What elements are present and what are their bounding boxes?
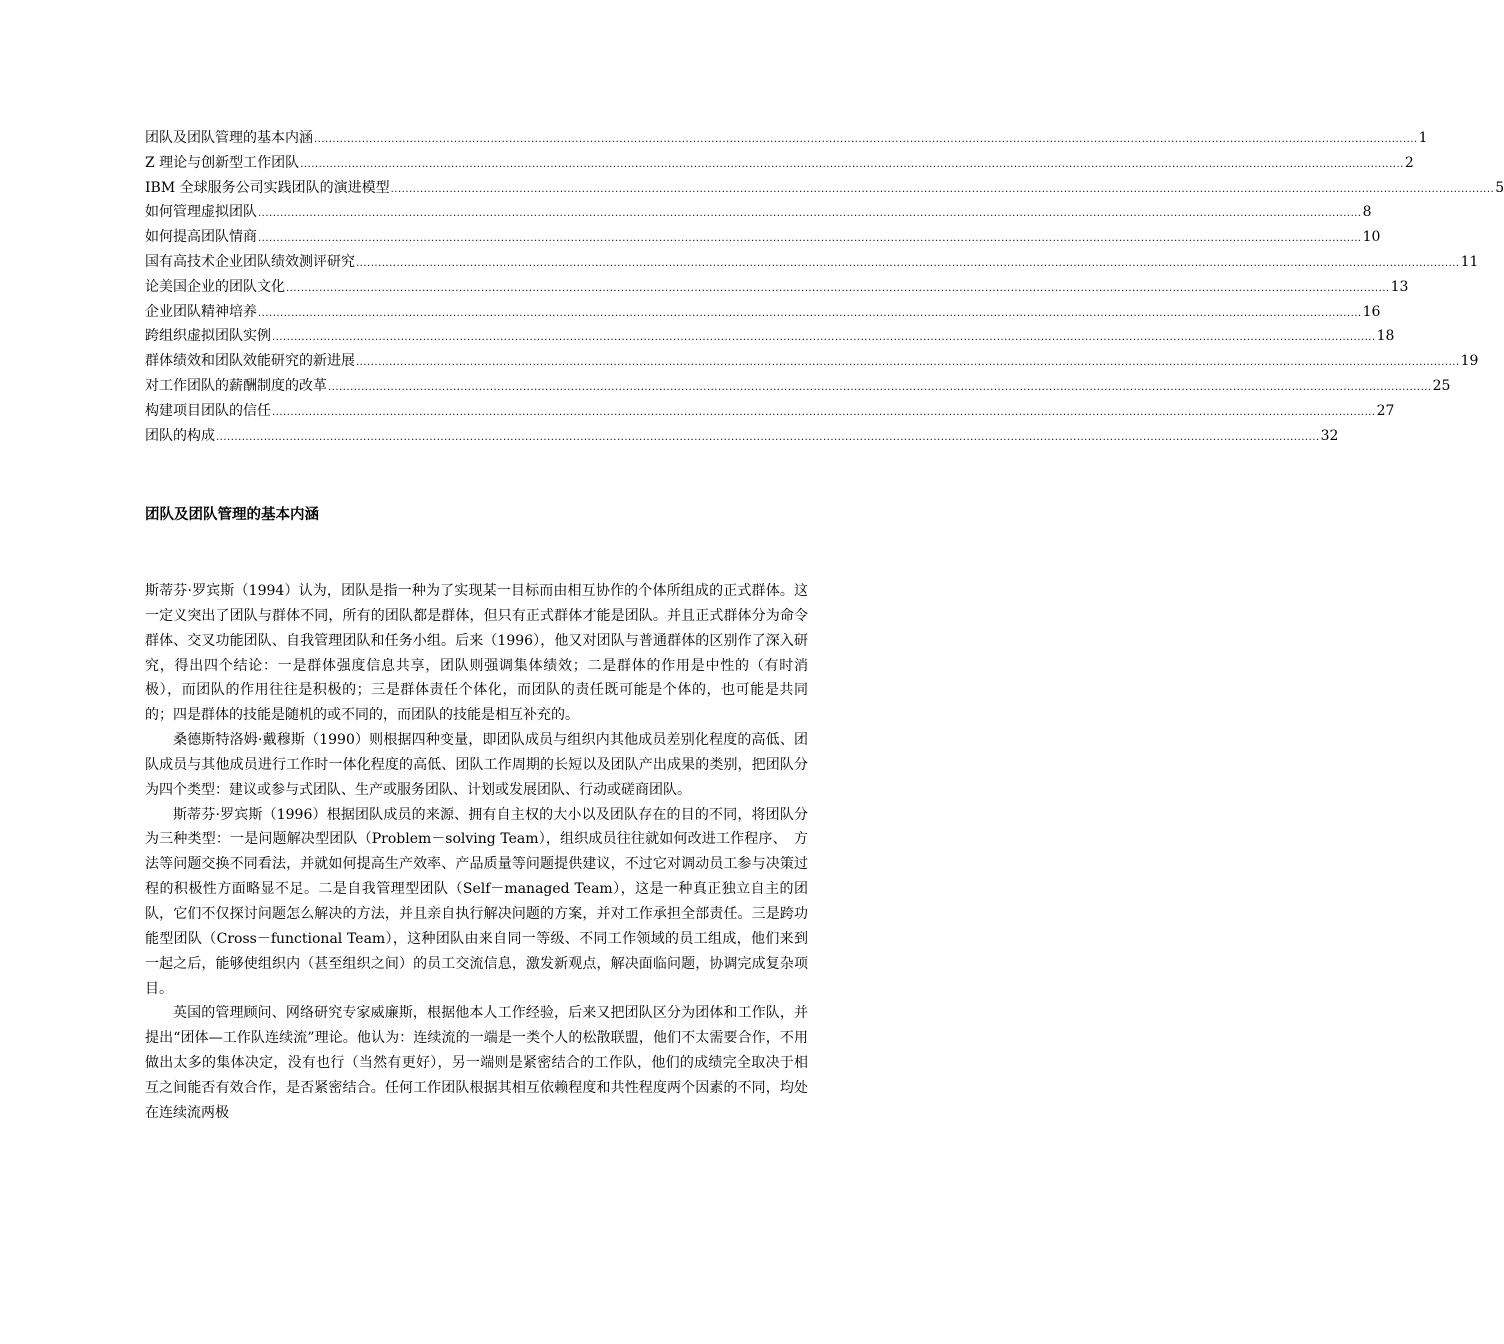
toc-entry[interactable]	[145, 151, 1414, 176]
toc-entry[interactable]	[145, 399, 1395, 424]
toc-entry[interactable]	[145, 176, 1504, 201]
section-heading: 团队及团队管理的基本内涵	[145, 506, 319, 523]
toc-dot-leader: ............................................................................................................................................................................................................................................................................................................	[258, 208, 1362, 220]
toc-entry-page: 19	[1460, 353, 1479, 370]
body-paragraph: 桑德斯特洛姆·戴穆斯（1990）则根据四种变量，即团队成员与组织内其他成员差别化程度的高低、团队成员与其他成员进行工作时一体化程度的高低、团队工作周期的长短以及团队产出成果的类别，把团队分为四个类型：建议或参与式团队、生产或服务团队、计划或发展团队、行动或磋商团队。	[145, 732, 808, 798]
toc-dot-leader: ............................................................................................................................................................................................................................................................................................................	[258, 307, 1362, 319]
toc-entry-title: 论美国企业的团队文化	[145, 278, 285, 295]
toc-entry-page: 16	[1362, 303, 1381, 320]
toc-dot-leader: ............................................................................................................................................................................................................................................................................................................	[286, 282, 1390, 294]
toc-entry-title: 构建项目团队的信任	[145, 402, 271, 419]
toc-dot-leader: ............................................................................................................................................................................................................................................................................................................	[258, 233, 1362, 245]
body-paragraph: 英国的管理顾问、网络研究专家威廉斯，根据他本人工作经验，后来又把团队区分为团体和工作队，并提出“团体—工作队连续流”理论。他认为：连续流的一端是一类个人的松散联盟，他们不太需要合作，不用做出太多的集体决定，没有也行（当然有更好），另一端则是紧密结合的工作队，他们的成绩完全取决于相互之间能否有效合作，是否紧密结合。任何工作团队根据其相互依赖程度和共性程度两个因素的不同，均处在连续流两极	[145, 1005, 808, 1121]
toc-entry-title: 跨组织虚拟团队实例	[145, 328, 271, 345]
toc-entry-title: 如何提高团队情商	[145, 229, 257, 246]
toc-entry-title: 群体绩效和团队效能研究的新进展	[145, 353, 355, 370]
toc-entry-title: 团队的构成	[145, 427, 215, 444]
toc-entry-title: IBM 全球服务公司实践团队的演进模型	[145, 179, 390, 196]
toc-entry[interactable]	[145, 300, 1381, 325]
toc-entry-title: 团队及团队管理的基本内涵	[145, 130, 313, 146]
toc-entry[interactable]	[145, 200, 1372, 225]
toc-entry[interactable]	[145, 349, 1479, 374]
toc-entry-page: 25	[1432, 377, 1451, 394]
toc-dot-leader: ............................................................................................................................................................................................................................................................................................................	[328, 381, 1432, 393]
toc-entry-page: 2	[1404, 154, 1414, 171]
toc-entry-page: 27	[1376, 402, 1395, 419]
toc-entry-page: 13	[1390, 278, 1409, 295]
toc-entry-title: 国有高技术企业团队绩效测评研究	[145, 253, 355, 270]
toc-entry-page: 10	[1362, 229, 1381, 246]
toc-entry[interactable]	[145, 374, 1451, 399]
toc-entry-title: 对工作团队的薪酬制度的改革	[145, 377, 327, 394]
toc-entry-page: 32	[1320, 427, 1339, 444]
toc-dot-leader: ............................................................................................................................................................................................................................................................................................................	[272, 332, 1376, 344]
toc-entry[interactable]	[145, 424, 1339, 449]
toc-entry-title: 企业团队精神培养	[145, 303, 257, 320]
section-body	[145, 579, 808, 1126]
body-paragraph: 斯蒂芬·罗宾斯（1996）根据团队成员的来源、拥有自主权的大小以及团队存在的目的不同，将团队分为三种类型：一是问题解决型团队（Problem－solving Team），组织成员往往就如何改进工作程序、 方法等问题交换不同看法，并就如何提高生产效率、产品质量等问题提供建议，不过它对调动员工参与决策过程的积极性方面略显不足。二是自我管理型团队（Self－managed Team），这是一种真正独立自主的团队，它们不仅探讨问题怎么解决的方法，并且亲自执行解决问题的方案，并对工作承担全部责任。三是跨功能型团队（Cross－functional Team），这种团队由来自同一等级、不同工作领域的员工组成，他们来到一起之后，能够使组织内（甚至组织之间）的员工交流信息，激发新观点，解决面临问题，协调完成复杂项目。	[145, 806, 808, 997]
toc-entry[interactable]	[145, 225, 1381, 250]
toc-dot-leader: ............................................................................................................................................................................................................................................................................................................	[300, 158, 1404, 170]
toc-dot-leader: ............................................................................................................................................................................................................................................................................................................	[216, 431, 1320, 443]
toc-dot-leader: ............................................................................................................................................................................................................................................................................................................	[272, 406, 1376, 418]
table-of-contents	[145, 126, 1504, 448]
toc-entry-title: Z 理论与创新型工作团队	[145, 154, 300, 171]
toc-dot-leader: ............................................................................................................................................................................................................................................................................................................	[314, 134, 1418, 145]
toc-entry[interactable]	[145, 250, 1479, 275]
toc-entry[interactable]	[145, 324, 1395, 349]
toc-dot-leader: ............................................................................................................................................................................................................................................................................................................	[356, 357, 1460, 369]
toc-dot-leader: ............................................................................................................................................................................................................................................................................................................	[390, 183, 1495, 195]
toc-entry-page: 8	[1362, 204, 1372, 221]
body-paragraph: 斯蒂芬·罗宾斯（1994）认为，团队是指一种为了实现某一目标而由相互协作的个体所组成的正式群体。这一定义突出了团队与群体不同，所有的团队都是群体，但只有正式群体才能是团队。并且正式群体分为命令群体、交叉功能团队、自我管理团队和任务小组。后来（1996），他又对团队与普通群体的区别作了深入研究，得出四个结论：一是群体强度信息共享，团队则强调集体绩效；二是群体的作用是中性的（有时消极），而团队的作用往往是积极的；三是群体责任个体化，而团队的责任既可能是个体的，也可能是共同的；四是群体的技能是随机的或不同的，而团队的技能是相互补充的。	[145, 583, 808, 724]
toc-entry-page: 5	[1495, 179, 1504, 196]
toc-entry[interactable]	[145, 126, 1428, 151]
toc-entry[interactable]	[145, 275, 1409, 300]
toc-entry-title: 如何管理虚拟团队	[145, 204, 257, 221]
toc-dot-leader: ............................................................................................................................................................................................................................................................................................................	[356, 257, 1460, 269]
toc-entry-page: 18	[1376, 328, 1395, 345]
toc-entry-page: 11	[1460, 253, 1479, 270]
toc-entry-page: 1	[1418, 130, 1428, 146]
